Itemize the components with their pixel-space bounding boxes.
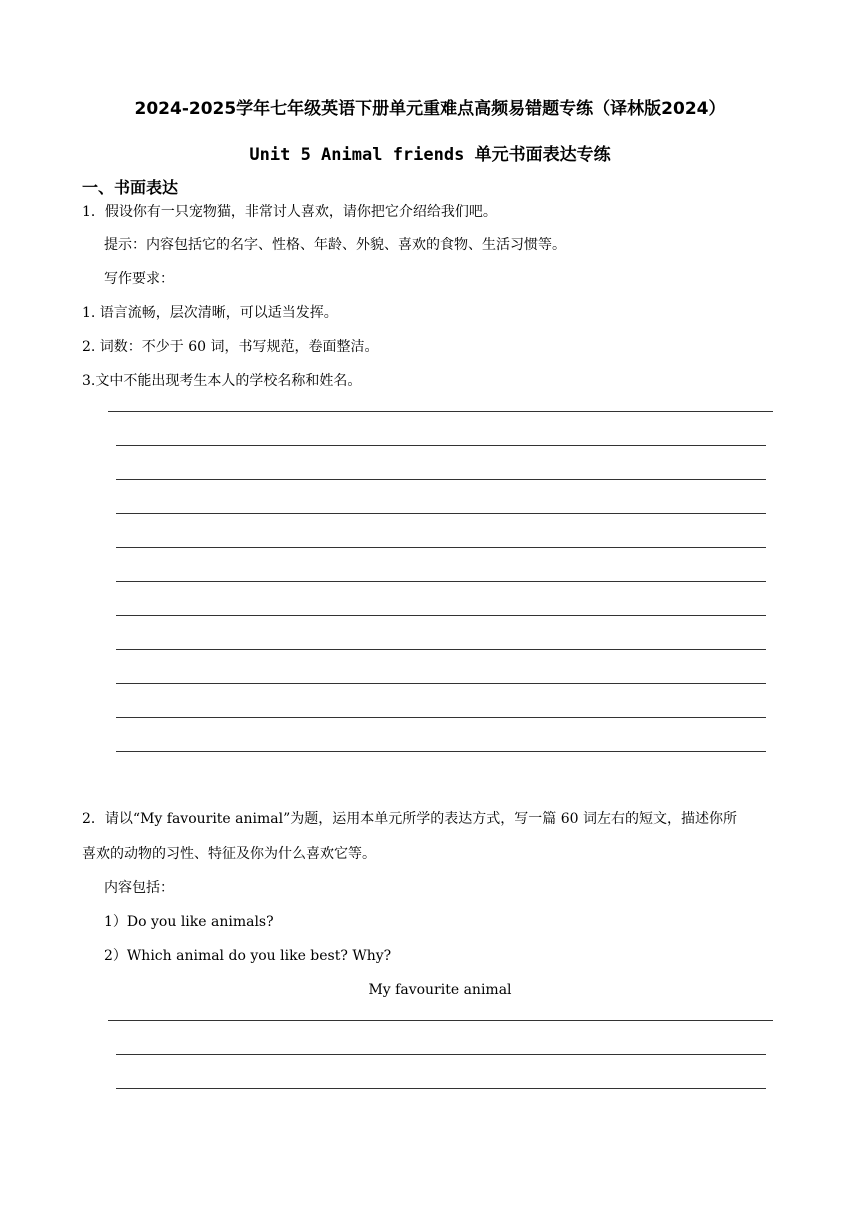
writing-line[interactable] bbox=[116, 649, 766, 650]
section-heading: 一、书面表达 bbox=[82, 178, 179, 197]
page-subtitle: Unit 5 Animal friends 单元书面表达专练 bbox=[249, 145, 611, 165]
page-title: 2024-2025学年七年级英语下册单元重难点高频易错题专练（译林版2024） bbox=[134, 99, 726, 119]
writing-line[interactable] bbox=[108, 411, 773, 412]
writing-line[interactable] bbox=[116, 615, 766, 616]
writing-line[interactable] bbox=[116, 547, 766, 548]
writing-line[interactable] bbox=[116, 751, 766, 752]
question-1-requirement-1: 1. 语言流畅，层次清晰，可以适当发挥。 bbox=[82, 305, 338, 321]
writing-line[interactable] bbox=[116, 479, 766, 480]
question-1-requirement-3: 3.文中不能出现考生本人的学校名称和姓名。 bbox=[82, 373, 362, 389]
question-1-requirements-title: 写作要求： bbox=[104, 271, 174, 287]
writing-line[interactable] bbox=[116, 581, 766, 582]
question-2-content-title: 内容包括： bbox=[104, 880, 174, 896]
writing-line[interactable] bbox=[116, 1088, 766, 1089]
essay-title: My favourite animal bbox=[368, 982, 512, 998]
question-1-requirement-2: 2. 词数：不少于 60 词，书写规范，卷面整洁。 bbox=[82, 339, 379, 355]
question-2-item-2: 2）Which animal do you like best? Why? bbox=[104, 948, 392, 964]
question-2-prompt-line-1: 2．请以“My favourite animal”为题，运用本单元所学的表达方式，写一篇 60 词左右的短文，描述你所 bbox=[82, 811, 737, 827]
writing-line[interactable] bbox=[116, 717, 766, 718]
question-1-hint: 提示：内容包括它的名字、性格、年龄、外貌、喜欢的食物、生活习惯等。 bbox=[104, 237, 566, 253]
writing-line[interactable] bbox=[108, 1020, 773, 1021]
writing-line[interactable] bbox=[116, 1054, 766, 1055]
question-1-prompt: 1．假设你有一只宠物猫，非常讨人喜欢，请你把它介绍给我们吧。 bbox=[82, 204, 497, 220]
writing-line[interactable] bbox=[116, 445, 766, 446]
question-2-prompt-line-2: 喜欢的动物的习性、特征及你为什么喜欢它等。 bbox=[82, 846, 376, 862]
writing-line[interactable] bbox=[116, 683, 766, 684]
question-2-item-1: 1）Do you like animals? bbox=[104, 914, 274, 930]
writing-line[interactable] bbox=[116, 513, 766, 514]
